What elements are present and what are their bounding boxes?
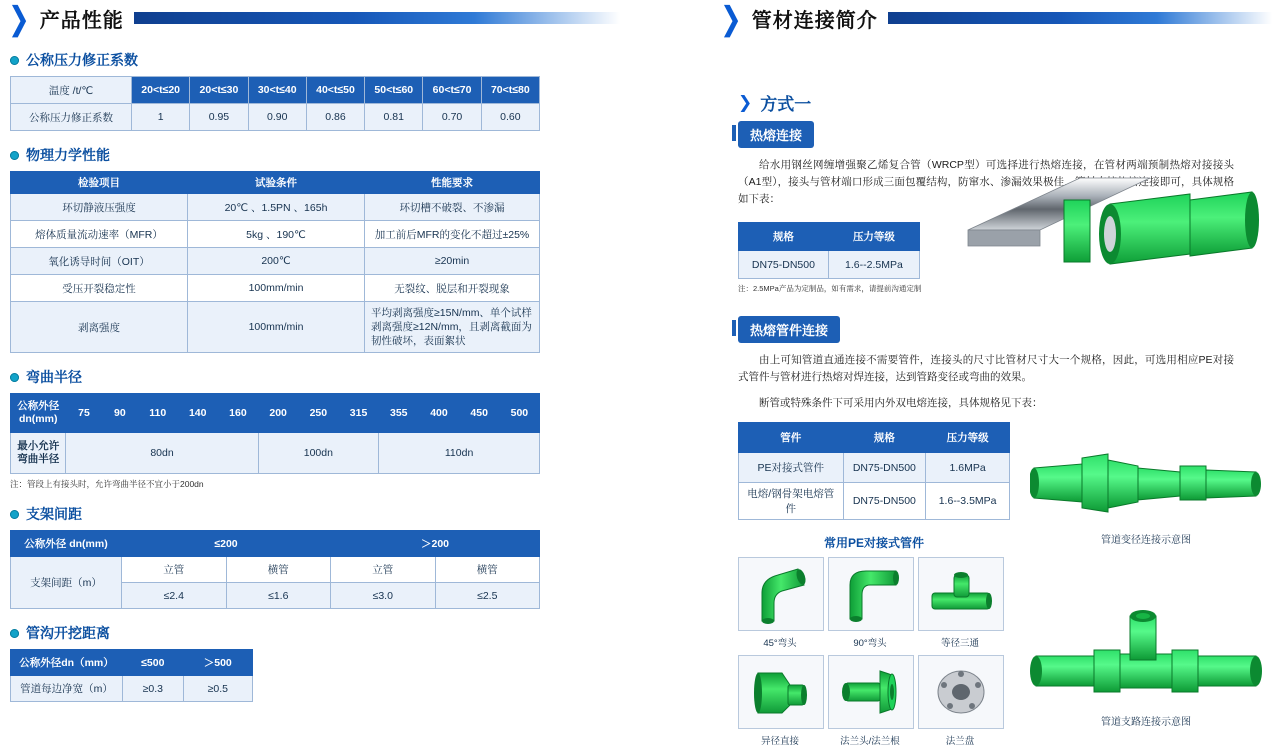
- table-header-row: 公称外径dn（mm） ≤500 ＞500: [11, 650, 253, 676]
- table-hot-melt-spec: [738, 222, 920, 279]
- table-pressure-correction: [10, 76, 540, 131]
- illustration-caption: 管道支路连接示意图: [1101, 717, 1191, 728]
- tee-equal-icon: [918, 557, 1004, 631]
- table-row: 管道每边净宽（m） ≥0.3 ≥0.5: [11, 676, 253, 702]
- row-label: 公称压力修正系数: [11, 104, 132, 131]
- section-title: 管材连接简介: [751, 9, 878, 32]
- flange-plate-icon: [918, 655, 1004, 729]
- page-title: 产品性能: [39, 9, 124, 32]
- subheading-label: 弯曲半径: [26, 369, 82, 385]
- table-bend-radius: [10, 393, 540, 474]
- table-row: 温度 /t/℃ 20<t≤20 20<t≤30 30<t≤40 40<t≤50 50<t≤60 60<t≤70 70<t≤80: [11, 77, 540, 104]
- subheading-method-one: [738, 90, 1272, 115]
- gallery-item: [918, 655, 1002, 747]
- table-row: 熔体质量流动速率（MFR） 5kg 、190℃ 加工前后MFR的变化不超过±25%: [11, 221, 540, 248]
- subheading-label: 支架间距: [26, 506, 82, 522]
- table-header-row: 公称外径 dn(mm) ≤200 ＞200: [11, 531, 540, 557]
- bullet-dot-icon: [10, 510, 19, 519]
- subheading-label: 物理力学性能: [26, 147, 110, 163]
- bullet-dot-icon: [10, 151, 19, 160]
- bullet-dot-icon: [10, 56, 19, 65]
- gallery-title: 常用PE对接式管件: [823, 536, 924, 550]
- table-physical-properties: [10, 171, 540, 353]
- gallery-caption: 等径三通: [940, 638, 979, 649]
- header-gradient-bar: [134, 12, 620, 24]
- subheading-support-spacing: [10, 504, 620, 524]
- hot-melt-joint-illustration: [960, 170, 1260, 285]
- table-row: 氧化诱导时间（OIT） 200℃ ≥20min: [11, 248, 540, 275]
- gallery-item: [828, 655, 912, 747]
- tag-hot-melt-connection: 热熔连接: [700, 121, 1272, 148]
- chevron-right-icon: ❯: [8, 0, 30, 37]
- subheading-trench-distance: [10, 623, 620, 643]
- reducer-illustration: [1030, 440, 1262, 546]
- subheading-bend-radius: [10, 367, 620, 387]
- table-row: PE对接式管件 DN75-DN500 1.6MPa: [739, 453, 1010, 483]
- section-header-pipe-connection: [720, 0, 1272, 36]
- table-row: 电熔/钢骨架电熔管件 DN75-DN500 1.6--3.5MPa: [739, 483, 1010, 520]
- table-trench-width: [10, 649, 253, 702]
- table-row: DN75-DN500 1.6--2.5MPa: [739, 251, 920, 279]
- table-header-row: 公称外径 dn(mm) 75 90 110 140 160 200 250 315 355 400 450 500: [11, 394, 540, 433]
- elbow-90-icon: [828, 557, 914, 631]
- reducer-icon: [738, 655, 824, 729]
- bullet-dot-icon: [10, 373, 19, 382]
- gallery-item: [738, 557, 822, 649]
- chevron-right-icon: ❯: [720, 0, 742, 37]
- illustration-caption: 管道变径连接示意图: [1101, 535, 1191, 546]
- subheading-label: 管沟开挖距离: [26, 625, 110, 641]
- subheading-pressure-factor: [10, 50, 620, 70]
- header-gradient-bar: [888, 12, 1272, 24]
- gallery-item: [828, 557, 912, 649]
- table-row: ≤2.4 ≤1.6 ≤3.0 ≤2.5: [11, 583, 540, 609]
- gallery-item: [918, 557, 1002, 649]
- table-header-row: 管件 规格 压力等级: [739, 423, 1010, 453]
- table-header-row: 检验项目 试验条件 性能要求: [11, 172, 540, 194]
- paragraph-fitting-1: 由上可知管道直通连接不需要管件，连接头的尺寸比管材尺寸大一个规格，因此，可选用相应PE对接式管件与管材进行热熔对焊连接，达到管路变径或弯曲的效果。: [738, 354, 1234, 383]
- bend-radius-note: 注：管段上有接头时，允许弯曲半径不宜小于200dn: [10, 479, 204, 489]
- gallery-caption: 异径直接: [760, 736, 799, 747]
- subheading-label: 公称压力修正系数: [26, 52, 138, 68]
- elbow-45-icon: [738, 557, 824, 631]
- tag-hot-melt-fitting: 热熔管件连接: [700, 316, 1272, 343]
- table-row: 最小允许弯曲半径 80dn 100dn 110dn: [11, 433, 540, 474]
- gallery-caption: 90°弯头: [853, 638, 887, 649]
- table-support-spacing: [10, 530, 540, 609]
- subheading-physical-mechanical: [10, 145, 620, 165]
- flange-stub-icon: [828, 655, 914, 729]
- bullet-dot-icon: [10, 629, 19, 638]
- gallery-caption: 法兰盘: [945, 736, 975, 747]
- left-column: [0, 0, 620, 755]
- table-row: 剥离强度 100mm/min 平均剥离强度≥15N/mm、单个试样剥离强度≥12N/mm，且剥离截面为韧性破坏，表面絮状: [11, 302, 540, 353]
- gallery-caption: 法兰头/法兰根: [840, 736, 900, 747]
- table-row: 支架间距（m） 立管 横管 立管 横管: [11, 557, 540, 583]
- table-header-row: 规格 压力等级: [739, 223, 920, 251]
- method-label: 方式一: [760, 95, 812, 114]
- table-fitting-spec: [738, 422, 1010, 520]
- branch-illustration: [1030, 600, 1262, 728]
- gallery-item: [738, 655, 822, 747]
- chevron-right-small-icon: ❯: [738, 92, 753, 112]
- table-row: 环切静液压强度 20℃ 、1.5PN 、165h 环切槽不破裂、不渗漏: [11, 194, 540, 221]
- gallery-caption: 45°弯头: [763, 638, 797, 649]
- paragraph-hot-melt: 给水用钢丝网缠增强聚乙烯复合管（WRCP型）可选择进行热熔连接，在管材两端预制热熔对接接头（A1型），接头与管材端口形成三面包覆结构，防窜水、渗漏效果极佳，管材直接热熔连接即可，具体规格如下表：: [738, 159, 1234, 205]
- row-label: 温度 /t/℃: [11, 77, 132, 104]
- paragraph-fitting-2: 断管或特殊条件下可采用内外双电熔连接，具体规格见下表：: [759, 397, 1043, 409]
- right-column: [700, 0, 1272, 755]
- section-header-product-performance: [8, 0, 620, 36]
- hot-melt-note: 注：2.5MPa产品为定制品，如有需求，请提前沟通定制: [738, 284, 922, 293]
- table-row: 受压开裂稳定性 100mm/min 无裂纹、脱层和开裂现象: [11, 275, 540, 302]
- table-row: 公称压力修正系数 1 0.95 0.90 0.86 0.81 0.70 0.60: [11, 104, 540, 131]
